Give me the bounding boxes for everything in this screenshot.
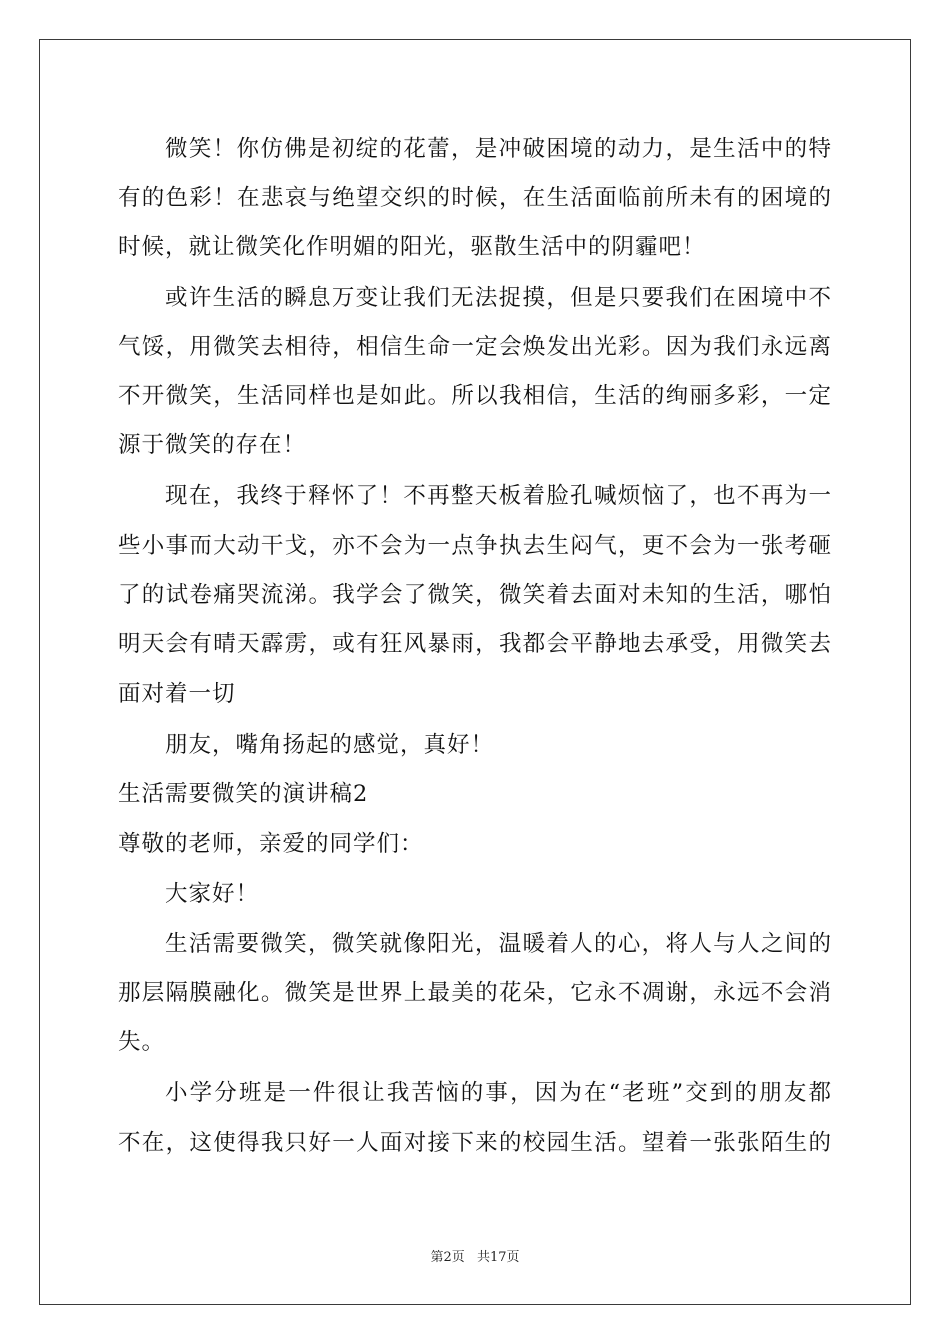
paragraph-line: 面对着一切 [118, 681, 236, 707]
page-border [39, 39, 911, 1305]
paragraph-line: 那层隔膜融化。微笑是世界上最美的花朵，它永不凋谢，永远不会消 [118, 980, 832, 1006]
section-title: 生活需要微笑的演讲稿2 [118, 781, 369, 807]
paragraph-line: 时候，就让微笑化作明媚的阳光，驱散生活中的阴霾吧！ [118, 234, 706, 260]
paragraph-line: 些小事而大动干戈，亦不会为一点争执去生闷气，更不会为一张考砸 [118, 533, 832, 559]
page-total: 共17页 [476, 1250, 520, 1265]
paragraph-line: 失。 [118, 1029, 166, 1055]
paragraph-line: 有的色彩！在悲哀与绝望交织的时候，在生活面临前所未有的困境的 [118, 185, 832, 211]
paragraph-line: 气馁，用微笑去相待，相信生命一定会焕发出光彩。因为我们永远离 [118, 334, 832, 360]
paragraph-line: 现在，我终于释怀了！不再整天板着脸孔喊烦恼了，也不再为一 [165, 483, 832, 509]
paragraph-line: 或许生活的瞬息万变让我们无法捉摸，但是只要我们在困境中不 [165, 285, 832, 311]
paragraph-line: 不开微笑，生活同样也是如此。所以我相信，生活的绚丽多彩，一定 [118, 383, 832, 409]
page-number: 第2页 [430, 1250, 465, 1265]
greeting: 大家好！ [165, 881, 260, 907]
paragraph-line: 不在，这使得我只好一人面对接下来的校园生活。望着一张张陌生的 [118, 1130, 832, 1156]
paragraph-line: 源于微笑的存在！ [118, 432, 307, 458]
salutation: 尊敬的老师，亲爱的同学们： [118, 831, 424, 857]
paragraph-line: 了的试卷痛哭流涕。我学会了微笑，微笑着去面对未知的生活，哪怕 [118, 582, 832, 608]
paragraph-line: 微笑！你仿佛是初绽的花蕾，是冲破困境的动力，是生活中的特 [165, 136, 832, 162]
paragraph-line: 朋友，嘴角扬起的感觉，真好！ [165, 732, 495, 758]
paragraph-line: 小学分班是一件很让我苦恼的事，因为在“老班”交到的朋友都 [165, 1080, 832, 1106]
paragraph-line: 明天会有晴天霹雳，或有狂风暴雨，我都会平静地去承受，用微笑去 [118, 631, 832, 657]
paragraph-line: 生活需要微笑，微笑就像阳光，温暖着人的心，将人与人之间的 [165, 931, 832, 957]
page-footer [0, 1246, 950, 1265]
